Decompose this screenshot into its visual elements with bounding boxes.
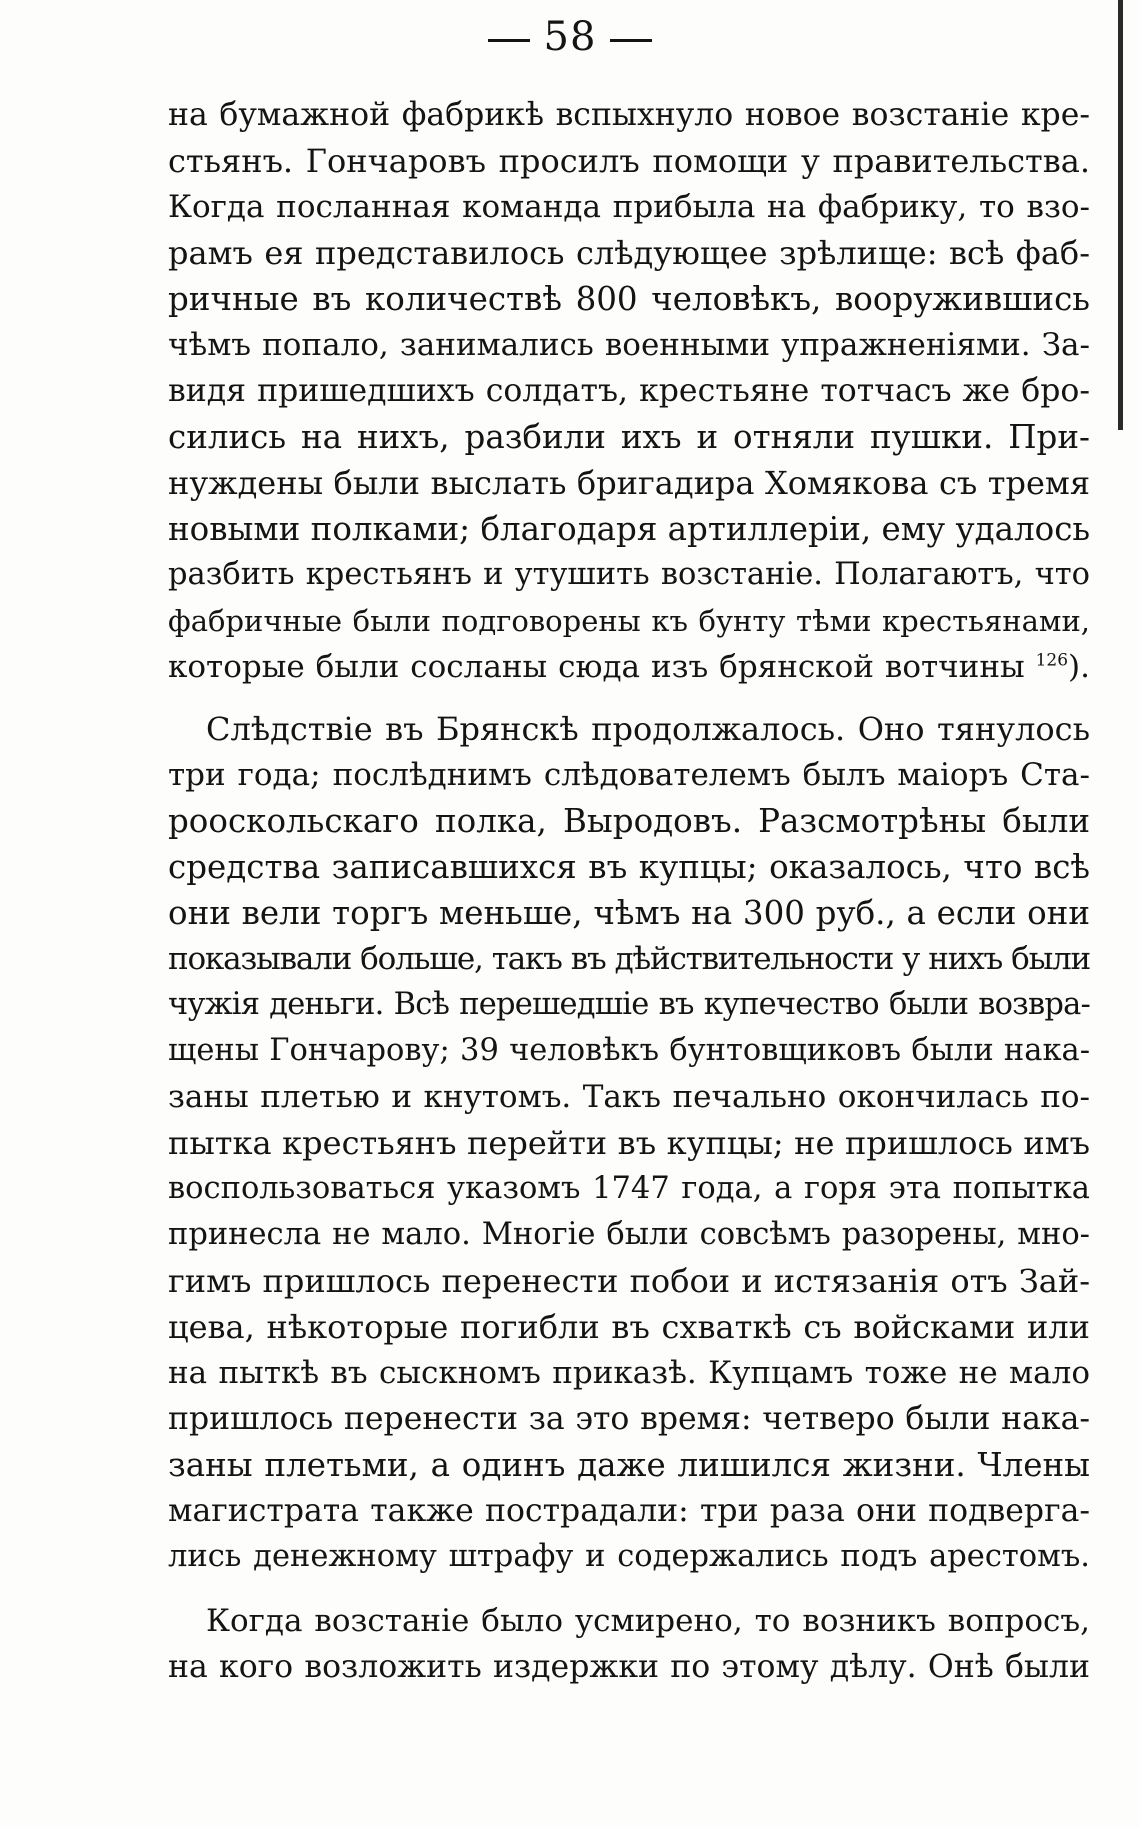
text-line: принесла не мало. Многіе были совсѣмъ разорены, мно-: [168, 1217, 1090, 1252]
text-line: щены Гончарову; 39 человѣкъ бунтовщиковъ были нака-: [168, 1033, 1090, 1068]
text-line: пытка крестьянъ перейти въ купцы; не пришлось имъ: [168, 1124, 1090, 1162]
text-line: гимъ пришлось перенести побои и истязанія отъ Зай-: [168, 1262, 1090, 1300]
text-line: рамъ ея представилось слѣдующее зрѣлище: всѣ фаб-: [168, 234, 1090, 272]
text-line: они вели торгъ меньше, чѣмъ на 300 руб., а если они: [168, 894, 1090, 932]
text-line: заны плетьми, а одинъ даже лишился жизни. Члены: [168, 1446, 1090, 1484]
text-line: на кого возложить издержки по этому дѣлу. Онѣ были: [168, 1649, 1090, 1685]
footnote-reference: 126: [1035, 650, 1069, 671]
text-line: видя пришедшихъ солдатъ, крестьяне тотчасъ же бро-: [168, 373, 1090, 409]
text-line: сились на нихъ, разбили ихъ и отняли пушки. При-: [168, 418, 1090, 456]
text-line: пришлось перенести за это время: четверо были нака-: [168, 1401, 1090, 1437]
text-line: заны плетью и кнутомъ. Такъ печально окончилась по-: [168, 1079, 1090, 1115]
footnote-group: [1036, 649, 1090, 685]
text-line: на пыткѣ въ сыскномъ приказѣ. Купцамъ тоже не мало: [168, 1355, 1090, 1391]
text-line: цева, нѣкоторые погибли въ схваткѣ съ войсками или: [168, 1308, 1090, 1346]
paragraph-1: [168, 92, 1090, 690]
text-line: разбить крестьянъ и утушить возстаніе. Полагаютъ, что: [168, 557, 1090, 592]
page-edge-shadow: [1118, 0, 1123, 430]
text-line: нуждены были выслать бригадира Хомякова съ тремя: [168, 464, 1090, 502]
text-line: показывали больше, такъ въ дѣйствительности у нихъ были: [168, 941, 1090, 977]
page-header: [0, 14, 1140, 60]
header-dash-right: [610, 39, 652, 42]
text-line: магистрата также пострадали: три раза они подверга-: [168, 1493, 1090, 1529]
text-line: Когда посланная команда прибыла на фабрику, то взо-: [168, 189, 1090, 225]
text-line-with-footnote: [168, 644, 1090, 690]
paragraph-3: [168, 1598, 1090, 1690]
text-line: фабричные были подговорены къ бунту тѣми крестьянами,: [168, 604, 1090, 638]
text-fragment: которые были сосланы сюда изъ брянской вотчины: [168, 649, 1025, 685]
paragraph-2: [168, 706, 1090, 1580]
text-line: чужія деньги. Всѣ перешедшіе въ купечество были возвра-: [168, 987, 1090, 1022]
text-line: воспользоваться указомъ 1747 года, а горя эта попытка: [168, 1171, 1090, 1206]
text-line: три года; послѣднимъ слѣдователемъ былъ маіоръ Ста-: [168, 757, 1090, 793]
text-line: чѣмъ попало, занимались военными упражненіями. За-: [168, 327, 1090, 363]
text-line: Когда возстаніе было усмирено, то возникъ вопросъ,: [206, 1603, 1090, 1639]
text-line: рооскольскаго полка, Выродовъ. Разсмотрѣны были: [168, 802, 1090, 840]
text-line: стьянъ. Гончаровъ просилъ помощи у правительства.: [168, 142, 1090, 180]
text-line: средства записавшихся въ купцы; оказалось, что всѣ: [168, 848, 1090, 886]
text-line: Слѣдствіе въ Брянскѣ продолжалось. Оно тянулось: [206, 710, 1090, 748]
text-line: лись денежному штрафу и содержались подъ арестомъ.: [168, 1539, 1090, 1574]
text-line: ричные въ количествѣ 800 человѣкъ, вооружившись: [168, 280, 1090, 318]
text-line: новыми полками; благодаря артиллеріи, ему удалось: [168, 510, 1091, 548]
page-number: 58: [543, 14, 597, 60]
header-dash-left: [488, 39, 530, 42]
line-end: ).: [1068, 649, 1090, 685]
text-line: на бумажной фабрикѣ вспыхнуло новое возстаніе кре-: [168, 97, 1090, 133]
